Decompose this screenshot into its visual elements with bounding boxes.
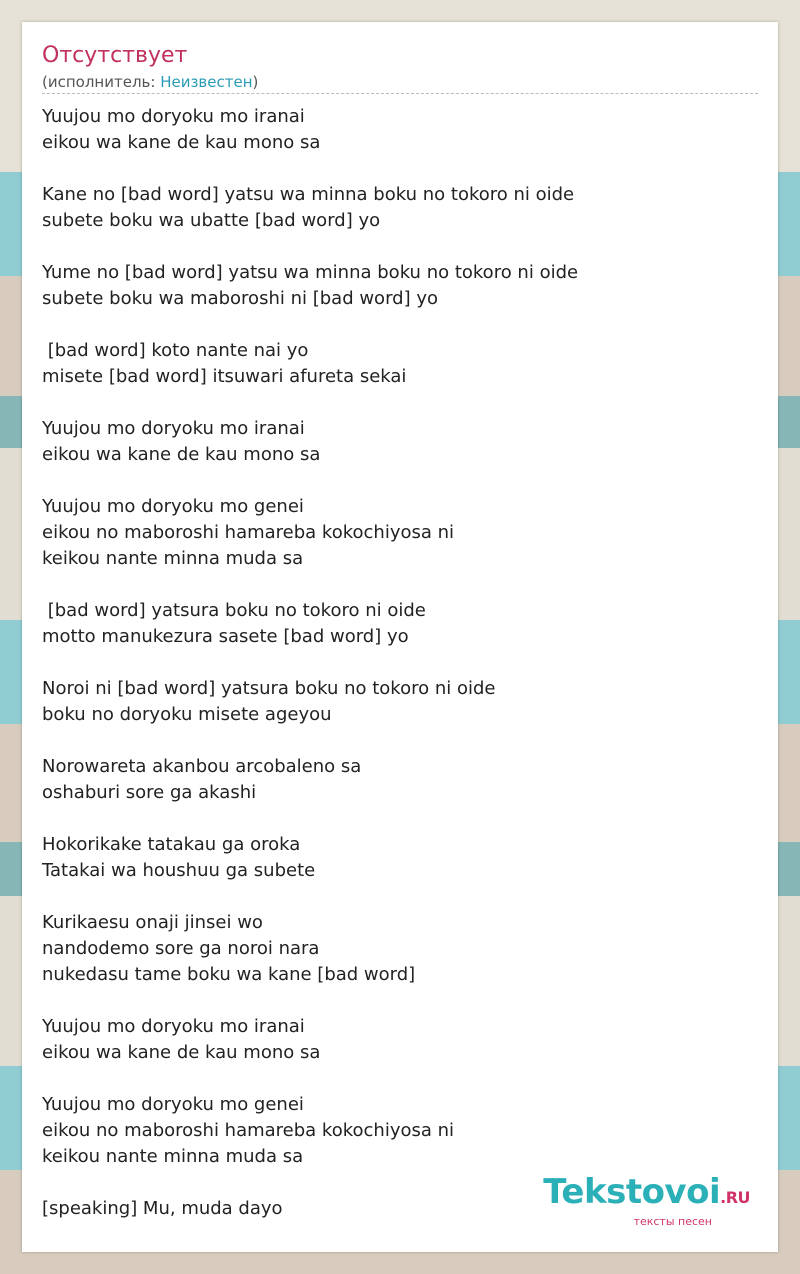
lyric-line: oshaburi sore ga akashi bbox=[42, 782, 257, 803]
site-logo[interactable] bbox=[543, 1174, 750, 1228]
lyrics-stanza bbox=[42, 676, 758, 728]
logo-wordmark: Tekstovoi bbox=[543, 1172, 721, 1212]
artist-line bbox=[42, 72, 258, 92]
lyric-line: Yuujou mo doryoku mo genei bbox=[42, 1094, 304, 1115]
lyric-line: Kurikaesu onaji jinsei wo bbox=[42, 912, 263, 933]
lyric-line: Noroi ni [bad word] yatsura boku no tokoro ni oide bbox=[42, 678, 496, 699]
artist-suffix: ) bbox=[252, 73, 259, 91]
lyric-line: Yume no [bad word] yatsu wa minna boku no tokoro ni oide bbox=[42, 262, 579, 283]
artist-link[interactable]: Неизвестен bbox=[160, 73, 253, 91]
lyrics-stanza bbox=[42, 182, 758, 234]
lyrics-card bbox=[22, 22, 778, 1252]
lyric-line: subete boku wa ubatte [bad word] yo bbox=[42, 210, 381, 231]
lyrics-stanza bbox=[42, 1014, 758, 1066]
header-divider bbox=[42, 93, 758, 94]
lyrics-stanza bbox=[42, 416, 758, 468]
lyric-line: nukedasu tame boku wa kane [bad word] bbox=[42, 964, 416, 985]
logo-subtitle: тексты песен bbox=[633, 1215, 712, 1228]
lyric-line: subete boku wa maboroshi ni [bad word] yo bbox=[42, 288, 438, 309]
lyric-line: [speaking] Mu, muda dayo bbox=[42, 1198, 283, 1219]
artist-prefix: (исполнитель: bbox=[42, 73, 161, 91]
lyric-line: keikou nante minna muda sa bbox=[42, 1146, 304, 1167]
logo-tld: .RU bbox=[720, 1188, 750, 1207]
lyric-line: Yuujou mo doryoku mo iranai bbox=[42, 106, 305, 127]
lyric-line: Norowareta akanbou arcobaleno sa bbox=[42, 756, 362, 777]
lyric-line: Hokorikake tatakau ga oroka bbox=[42, 834, 301, 855]
lyrics-stanza bbox=[42, 754, 758, 806]
lyric-line: Yuujou mo doryoku mo iranai bbox=[42, 418, 305, 439]
lyric-line: motto manukezura sasete [bad word] yo bbox=[42, 626, 409, 647]
lyric-line: Yuujou mo doryoku mo iranai bbox=[42, 1016, 305, 1037]
lyric-line: [bad word] yatsura boku no tokoro ni oide bbox=[42, 600, 426, 621]
lyric-line: eikou no maboroshi hamareba kokochiyosa ni bbox=[42, 1120, 455, 1141]
lyric-line: eikou wa kane de kau mono sa bbox=[42, 132, 321, 153]
lyrics-stanza bbox=[42, 494, 758, 572]
lyric-line: Tatakai wa houshuu ga subete bbox=[42, 860, 316, 881]
lyrics-stanza bbox=[42, 1092, 758, 1170]
lyrics-stanza bbox=[42, 598, 758, 650]
lyric-line: misete [bad word] itsuwari afureta sekai bbox=[42, 366, 407, 387]
lyric-line: [bad word] koto nante nai yo bbox=[42, 340, 309, 361]
lyric-line: eikou wa kane de kau mono sa bbox=[42, 1042, 321, 1063]
lyric-line: eikou wa kane de kau mono sa bbox=[42, 444, 321, 465]
lyrics-stanza bbox=[42, 832, 758, 884]
lyric-line: keikou nante minna muda sa bbox=[42, 548, 304, 569]
lyric-line: Kane no [bad word] yatsu wa minna boku no tokoro ni oide bbox=[42, 184, 575, 205]
lyrics-stanza bbox=[42, 910, 758, 988]
lyric-line: nandodemo sore ga noroi nara bbox=[42, 938, 320, 959]
lyrics-stanza bbox=[42, 260, 758, 312]
song-title: Отсутствует bbox=[42, 43, 188, 68]
lyrics-text bbox=[42, 104, 758, 1248]
lyric-line: eikou no maboroshi hamareba kokochiyosa ni bbox=[42, 522, 455, 543]
lyrics-stanza bbox=[42, 338, 758, 390]
lyric-line: Yuujou mo doryoku mo genei bbox=[42, 496, 304, 517]
lyrics-stanza bbox=[42, 104, 758, 156]
lyric-line: boku no doryoku misete ageyou bbox=[42, 704, 332, 725]
